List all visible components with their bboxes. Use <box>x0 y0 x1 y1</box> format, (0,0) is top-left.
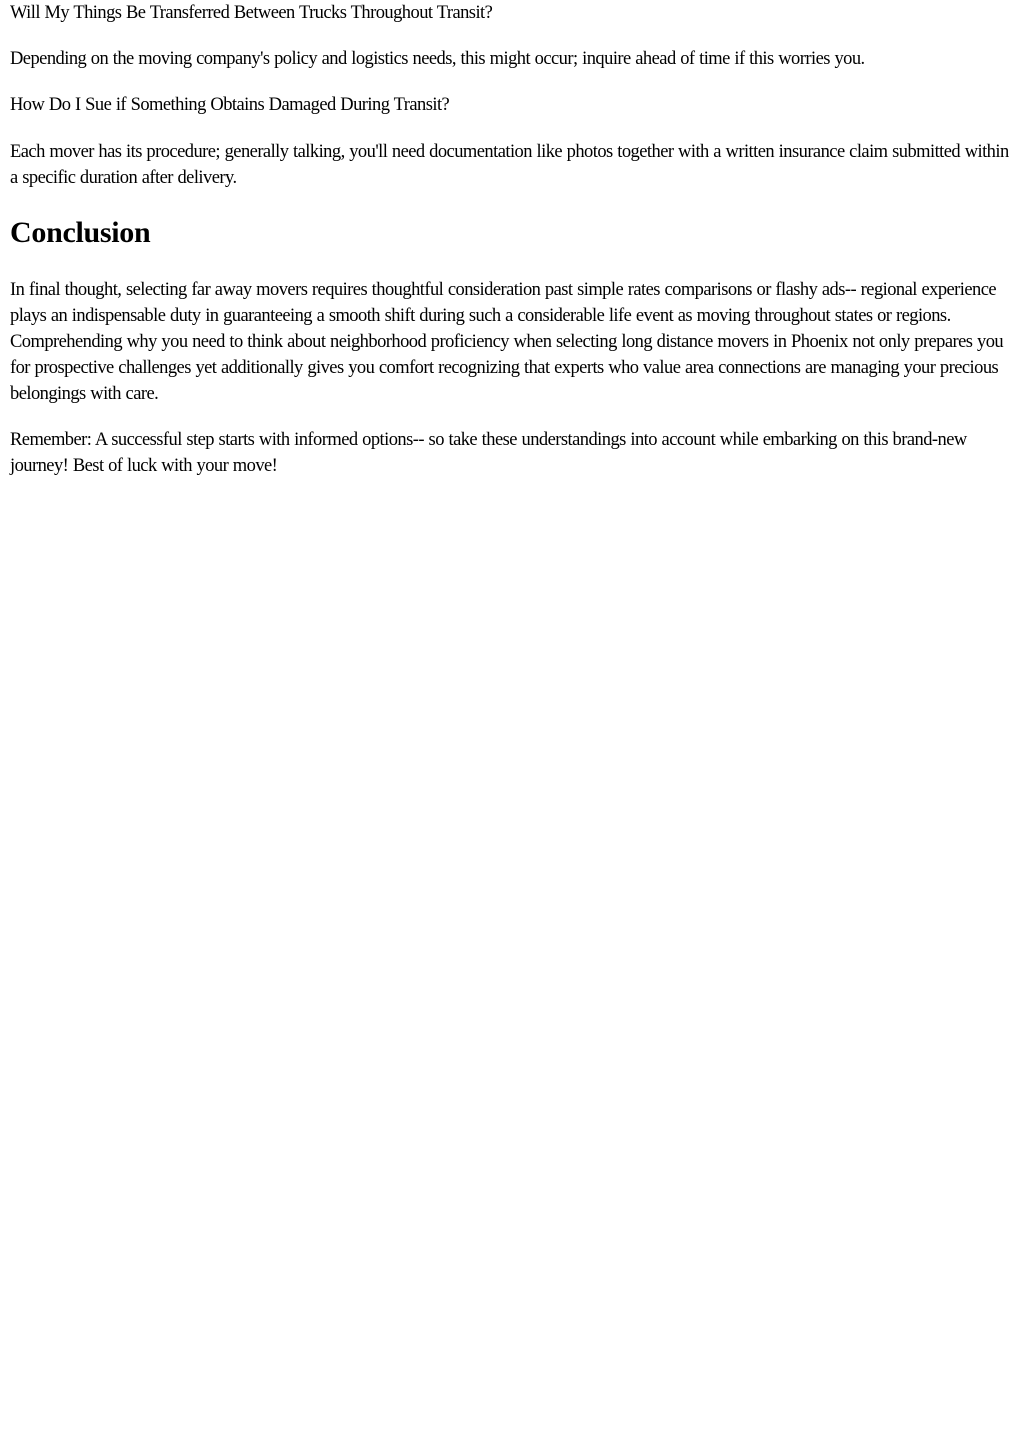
conclusion-paragraph: In final thought, selecting far away movers requires thoughtful consideration past simple rates comparisons or flashy ads-- regional experience plays an indispensable duty in guaranteeing a smooth shift during such a considerable life event as moving throughout states or regions. Comprehending why you need to think about neighborhood proficiency when selecting long distance movers in Phoenix not only prepares you for prospective challenges yet additionally gives you comfort recognizing that experts who value area connections are managing your precious belongings with care. <box>10 280 1004 404</box>
closing-paragraph: Remember: A successful step starts with informed options-- so take these understandings into account while embarking on this brand-new journey! Best of luck with your move! <box>10 430 967 476</box>
faq-question-transfer: Will My Things Be Transferred Between Trucks Throughout Transit? <box>10 3 493 23</box>
faq-answer-transfer: Depending on the moving company's policy and logistics needs, this might occur; inquire ahead of time if this worries you. <box>10 49 865 69</box>
faq-question-damage: How Do I Sue if Something Obtains Damaged During Transit? <box>10 95 450 115</box>
conclusion-heading: Conclusion <box>10 216 151 249</box>
faq-answer-damage: Each mover has its procedure; generally talking, you'll need documentation like photos together with a written insurance claim submitted within a specific duration after delivery. <box>10 142 1009 188</box>
